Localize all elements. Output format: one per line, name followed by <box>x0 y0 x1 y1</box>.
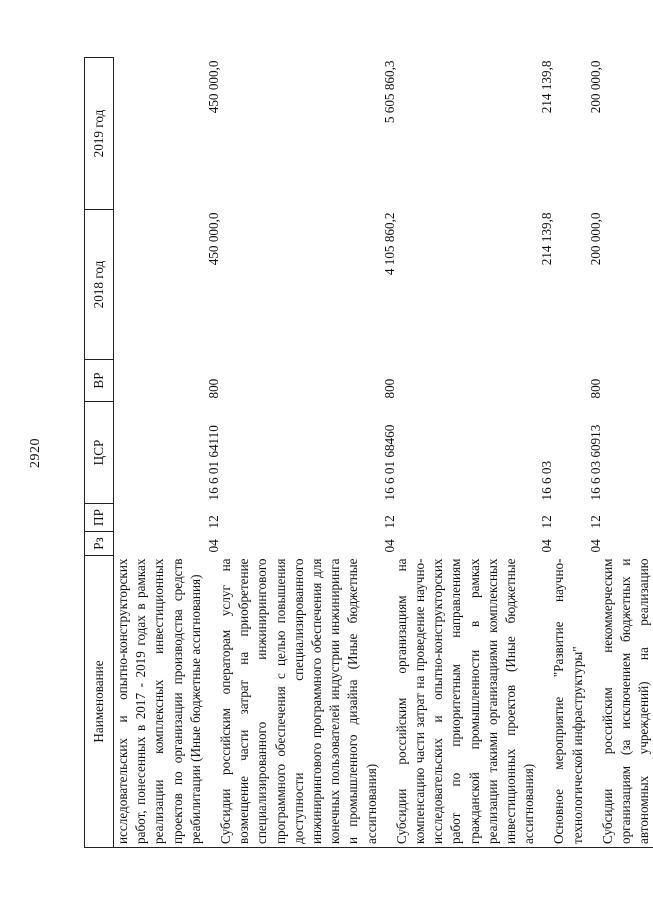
row-csr <box>114 402 206 504</box>
row-name: Субсидии российским операторам услуг на возмещение части затрат на приобретение специализированного инжинирингового программного обеспечения с целью повышения доступности специализированного инжинирингового программного обеспечения для конечных пользователей индустрии инжиниринга и промышленного дизайна (Иные бюджетные ассигнования) <box>205 556 381 848</box>
table-row <box>538 58 586 848</box>
row-2019 <box>114 58 206 210</box>
row-name: Субсидии российским организациям на компенсацию части затрат на проведение научно-исследовательских и опытно-конструкторских работ по приоритетным направлениям гражданской промышленности в рамках реализации такими организациями комплексных инвестиционных проектов (Иные бюджетные ассигнования) <box>381 556 539 848</box>
table-row <box>587 58 653 848</box>
row-2019: 5 605 860,3 <box>381 60 397 124</box>
header-name: Наименование <box>85 556 114 848</box>
row-name: исследовательских и опытно-конструкторских работ, понесенных в 2017 - 2019 годах в рамках реализации комплексных инвестиционных проектов по организации производства средств реабилитации (Иные бюджетные ассигнования) <box>114 556 206 848</box>
row-vr: 800 <box>587 378 603 399</box>
header-pr: ПР <box>85 504 114 532</box>
row-pr: 12 <box>587 515 603 529</box>
row-rz: 04 <box>206 539 222 553</box>
rotated-table-wrapper <box>84 58 652 848</box>
row-csr: 16 6 03 <box>539 460 555 501</box>
row-pr: 12 <box>539 515 555 529</box>
row-rz: 04 <box>587 539 603 553</box>
row-2018: 4 105 860,2 <box>381 212 397 276</box>
table-row <box>381 58 539 848</box>
row-vr <box>538 360 586 402</box>
row-pr <box>114 504 206 532</box>
row-pr: 12 <box>206 515 222 529</box>
row-csr: 16 6 01 68460 <box>381 424 397 501</box>
row-rz: 04 <box>539 539 555 553</box>
header-2018: 2018 год <box>85 210 114 360</box>
header-rz: Рз <box>85 532 114 556</box>
row-vr: 800 <box>206 378 222 399</box>
row-2019: 450 000,0 <box>206 60 222 114</box>
row-csr: 16 6 01 64110 <box>206 425 222 501</box>
header-2019: 2019 год <box>85 58 114 210</box>
row-2018: 450 000,0 <box>206 212 222 266</box>
row-name: Основное мероприятие "Развитие научно-технологической инфраструктуры" <box>538 556 586 848</box>
row-csr: 16 6 03 60913 <box>587 424 603 501</box>
row-2018: 200 000,0 <box>587 212 603 266</box>
page-number: 2920 <box>28 438 43 468</box>
row-2019: 200 000,0 <box>587 60 603 114</box>
row-pr: 12 <box>381 515 397 529</box>
header-vr: ВР <box>85 360 114 402</box>
row-2018 <box>114 210 206 360</box>
table-row <box>114 58 206 848</box>
row-2019: 214 139,8 <box>539 60 555 114</box>
row-vr: 800 <box>381 378 397 399</box>
row-rz: 04 <box>381 539 397 553</box>
budget-table <box>84 57 653 848</box>
row-name: Субсидии российским некоммерческим организациям (за исключением бюджетных и автономных учреждений) на реализацию <box>587 556 653 848</box>
table-row <box>205 58 381 848</box>
row-vr <box>114 360 206 402</box>
row-rz <box>114 532 206 556</box>
row-2018: 214 139,8 <box>539 212 555 266</box>
header-csr: ЦСР <box>85 402 114 504</box>
header-row <box>85 58 114 848</box>
